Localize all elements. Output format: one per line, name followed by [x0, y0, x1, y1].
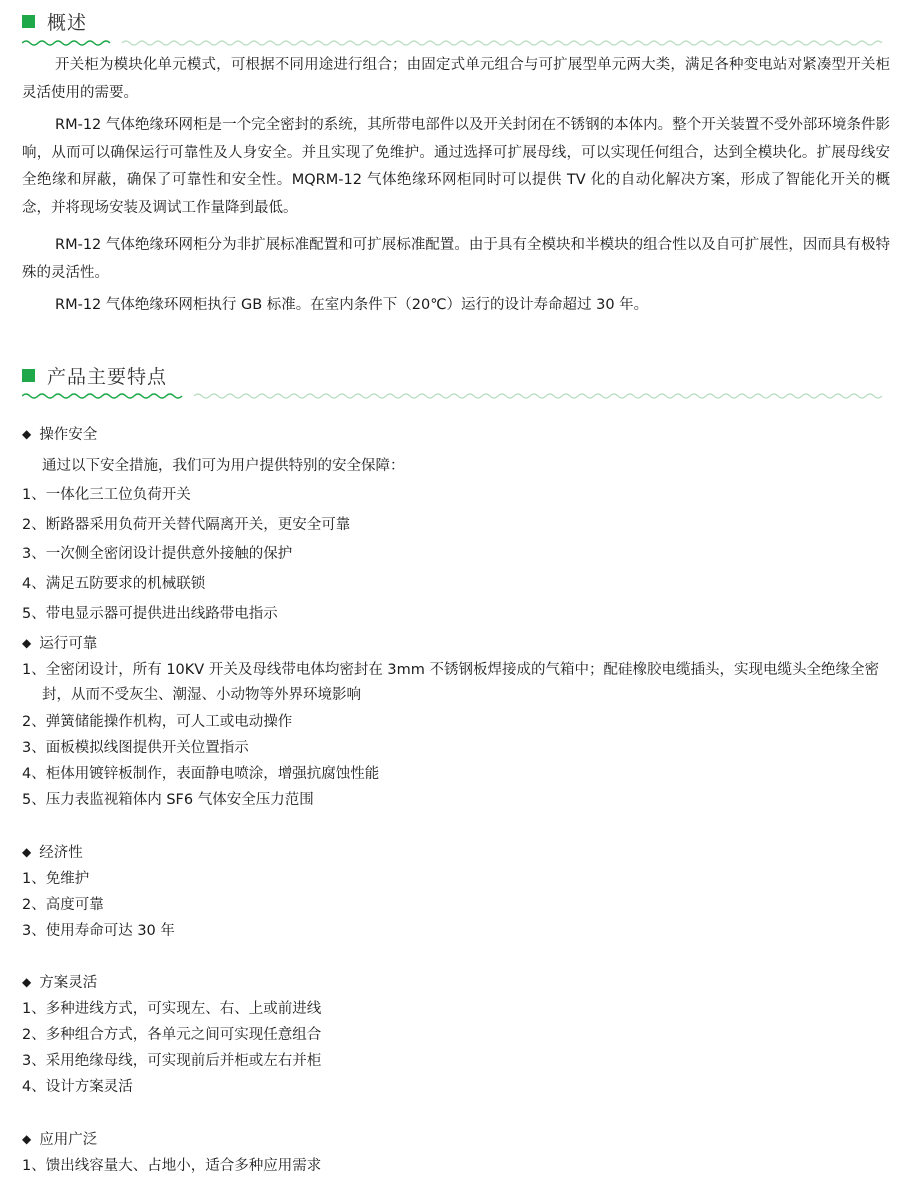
list-item: 3、使用寿命可达 30 年	[22, 923, 175, 939]
list-item: 2、高度可靠	[22, 897, 104, 913]
list-item: 1、免维护	[22, 871, 90, 887]
overview-paragraph: RM-12 气体绝缘环网柜分为非扩展标准配置和可扩展标准配置。由于具有全模块和半模块的组合性以及自可扩展性，因而具有极特殊的灵活性。	[22, 237, 890, 281]
safety-intro: 通过以下安全措施，我们可为用户提供特别的安全保障：	[42, 458, 405, 474]
list-item: 3、一次侧全密闭设计提供意外接触的保护	[22, 546, 293, 562]
list-item: 1、多种进线方式，可实现左、右、上或前进线	[22, 1001, 322, 1017]
list-item: 5、带电显示器可提供进出线路带电指示	[22, 606, 278, 622]
overview-paragraph: RM-12 气体绝缘环网柜执行 GB 标准。在室内条件下（20℃）运行的设计寿命超过 30 年。	[55, 297, 649, 313]
reliable-title: ◆ 运行可靠	[22, 631, 890, 657]
section-marker-icon	[22, 369, 35, 382]
safety-title: ◆ 操作安全	[22, 422, 890, 448]
list-item: 4、柜体用镀锌板制作，表面静电喷涂，增强抗腐蚀性能	[22, 766, 380, 782]
list-item: 5、压力表监视箱体内 SF6 气体安全压力范围	[22, 792, 314, 808]
application-title: ◆ 应用广泛	[22, 1127, 890, 1153]
overview-paragraph: RM-12 气体绝缘环网柜是一个完全密封的系统，其所带电部件以及开关封闭在不锈钢的本体内。整个开关装置不受外部环境条件影响，从而可以确保运行可靠性及人身安全。并且实现了免维护。通过选择可扩展母线，可以实现任何组合，达到全模块化。扩展母线安全绝缘和屏蔽，确保了可靠性和安全性。MQRM-12 气体绝缘环网柜同时可以提供 TV 化的自动化解决方案，形成了智能化开关的概念，并将现场安装及调试工作量降到最低。	[22, 117, 890, 216]
list-item: 1、馈出线容量大、占地小，适合多种应用需求	[22, 1158, 322, 1174]
list-item: 2、多种组合方式，各单元之间可实现任意组合	[22, 1027, 322, 1043]
features-divider	[22, 392, 888, 400]
overview-paragraph: 开关柜为模块化单元模式，可根据不同用途进行组合；由固定式单元组合与可扩展型单元两大类，满足各种变电站对紧凑型开关柜灵活使用的需要。	[22, 57, 890, 101]
section-marker-icon	[22, 15, 35, 28]
list-item: 1、全密闭设计，所有 10KV 开关及母线带电体均密封在 3mm 不锈钢板焊接成的气箱中；配硅橡胶电缆插头，实现电缆头全绝缘全密封，从而不受灰尘、潮湿、小动物等外界环境影响	[22, 662, 880, 703]
economy-title: ◆ 经济性	[22, 840, 890, 866]
list-item: 4、满足五防要求的机械联锁	[22, 576, 206, 592]
diamond-bullet-icon: ◆	[22, 427, 32, 441]
overview-divider	[22, 39, 888, 47]
diamond-bullet-icon: ◆	[22, 845, 32, 859]
diamond-bullet-icon: ◆	[22, 636, 32, 650]
list-item: 2、断路器采用负荷开关替代隔离开关，更安全可靠	[22, 517, 351, 533]
flexible-title: ◆ 方案灵活	[22, 970, 890, 996]
features-title: 产品主要特点	[47, 365, 168, 388]
diamond-bullet-icon: ◆	[22, 975, 32, 989]
list-item: 3、面板模拟线图提供开关位置指示	[22, 740, 249, 756]
features-header	[22, 360, 167, 390]
overview-header	[22, 6, 87, 36]
list-item: 3、采用绝缘母线，可实现前后并柜或左右并柜	[22, 1053, 322, 1069]
list-item: 4、设计方案灵活	[22, 1079, 133, 1095]
diamond-bullet-icon: ◆	[22, 1132, 32, 1146]
list-item: 2、弹簧储能操作机构，可人工或电动操作	[22, 714, 293, 730]
overview-title: 概述	[47, 11, 88, 34]
list-item: 1、一体化三工位负荷开关	[22, 487, 191, 503]
